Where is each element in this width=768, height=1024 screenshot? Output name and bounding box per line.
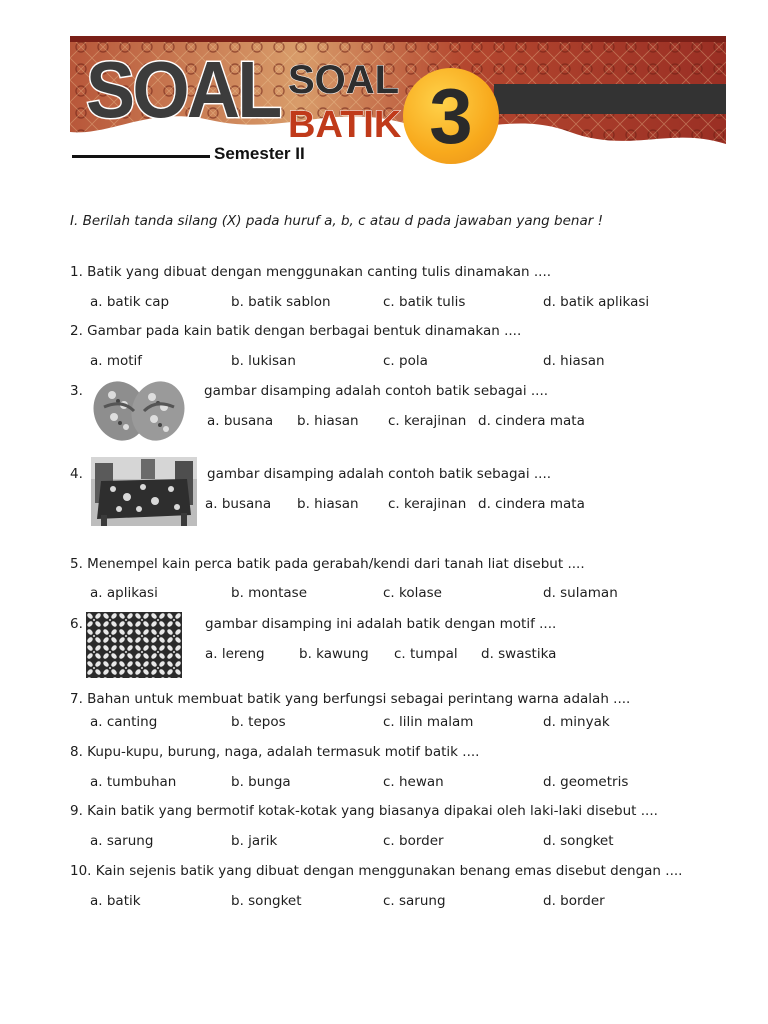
- q7-option-b[interactable]: b. tepos: [231, 714, 286, 730]
- q3-option-c[interactable]: c. kerajinan: [388, 413, 467, 429]
- batik-sandals-image: [90, 377, 186, 445]
- question-7-text: 7. Bahan untuk membuat batik yang berfungsi sebagai perintang warna adalah ....: [70, 691, 631, 707]
- q9-option-b[interactable]: b. jarik: [231, 833, 278, 849]
- q1-option-c[interactable]: c. batik tulis: [383, 294, 466, 310]
- q6-option-d[interactable]: d. swastika: [481, 646, 557, 662]
- q2-option-d[interactable]: d. hiasan: [543, 353, 605, 369]
- q3-option-a[interactable]: a. busana: [207, 413, 274, 429]
- question-6-number: 6.: [70, 616, 83, 632]
- question-5-text: 5. Menempel kain perca batik pada gerabah/kendi dari tanah liat disebut ....: [70, 556, 585, 572]
- q9-option-c[interactable]: c. border: [383, 833, 444, 849]
- question-4-text: gambar disamping adalah contoh batik sebagai ....: [207, 466, 552, 482]
- q3-option-d[interactable]: d. cindera mata: [478, 413, 585, 429]
- q10-option-a[interactable]: a. batik: [90, 893, 141, 909]
- q6-option-a[interactable]: a. lereng: [205, 646, 265, 662]
- q6-option-c[interactable]: c. tumpal: [394, 646, 458, 662]
- q5-option-b[interactable]: b. montase: [231, 585, 308, 601]
- question-3-text: gambar disamping adalah contoh batik sebagai ....: [204, 383, 549, 399]
- q4-option-a[interactable]: a. busana: [205, 496, 272, 512]
- question-4-number: 4.: [70, 466, 83, 482]
- q10-option-c[interactable]: c. sarung: [383, 893, 446, 909]
- q2-option-a[interactable]: a. motif: [90, 353, 143, 369]
- question-2-text: 2. Gambar pada kain batik dengan berbagai bentuk dinamakan ....: [70, 323, 522, 339]
- semester-label: Semester II: [214, 144, 305, 163]
- q2-option-c[interactable]: c. pola: [383, 353, 428, 369]
- question-6-text: gambar disamping ini adalah batik dengan motif ....: [205, 616, 557, 632]
- q3-option-b[interactable]: b. hiasan: [297, 413, 359, 429]
- q10-option-b[interactable]: b. songket: [231, 893, 302, 909]
- q8-option-b[interactable]: b. bunga: [231, 774, 291, 790]
- title-subject: BATIK: [288, 104, 402, 146]
- q5-option-a[interactable]: a. aplikasi: [90, 585, 158, 601]
- number-badge: 3: [403, 68, 499, 164]
- semester-underline: [72, 155, 210, 158]
- question-1-text: 1. Batik yang dibuat dengan menggunakan canting tulis dinamakan ....: [70, 264, 552, 280]
- question-9-text: 9. Kain batik yang bermotif kotak-kotak yang biasanya dipakai oleh laki-laki disebut ....: [70, 803, 658, 819]
- q5-option-c[interactable]: c. kolase: [383, 585, 442, 601]
- q1-option-a[interactable]: a. batik cap: [90, 294, 170, 310]
- question-3-number: 3.: [70, 383, 83, 399]
- q9-option-a[interactable]: a. sarung: [90, 833, 154, 849]
- q8-option-a[interactable]: a. tumbuhan: [90, 774, 177, 790]
- q7-option-c[interactable]: c. lilin malam: [383, 714, 474, 730]
- q7-option-a[interactable]: a. canting: [90, 714, 158, 730]
- q1-option-b[interactable]: b. batik sablon: [231, 294, 331, 310]
- q9-option-d[interactable]: d. songket: [543, 833, 614, 849]
- q10-option-d[interactable]: d. border: [543, 893, 605, 909]
- q1-option-d[interactable]: d. batik aplikasi: [543, 294, 650, 310]
- instruction: I. Berilah tanda silang (X) pada huruf a, b, c atau d pada jawaban yang benar !: [70, 213, 603, 229]
- q5-option-d[interactable]: d. sulaman: [543, 585, 618, 601]
- kawung-motif-image: [86, 612, 182, 678]
- q6-option-b[interactable]: b. kawung: [299, 646, 369, 662]
- banner-dark-bar: [494, 84, 726, 114]
- q2-option-b[interactable]: b. lukisan: [231, 353, 296, 369]
- q4-option-d[interactable]: d. cindera mata: [478, 496, 585, 512]
- q7-option-d[interactable]: d. minyak: [543, 714, 610, 730]
- q4-option-b[interactable]: b. hiasan: [297, 496, 359, 512]
- q8-option-c[interactable]: c. hewan: [383, 774, 444, 790]
- q4-option-c[interactable]: c. kerajinan: [388, 496, 467, 512]
- question-10-text: 10. Kain sejenis batik yang dibuat dengan menggunakan benang emas disebut dengan ....: [70, 863, 683, 879]
- title-soal-small: SOAL: [288, 58, 400, 102]
- title-soal-big: SOAL: [86, 45, 280, 134]
- question-8-text: 8. Kupu-kupu, burung, naga, adalah termasuk motif batik ....: [70, 744, 480, 760]
- batik-tablecloth-image: [91, 457, 197, 526]
- q8-option-d[interactable]: d. geometris: [543, 774, 629, 790]
